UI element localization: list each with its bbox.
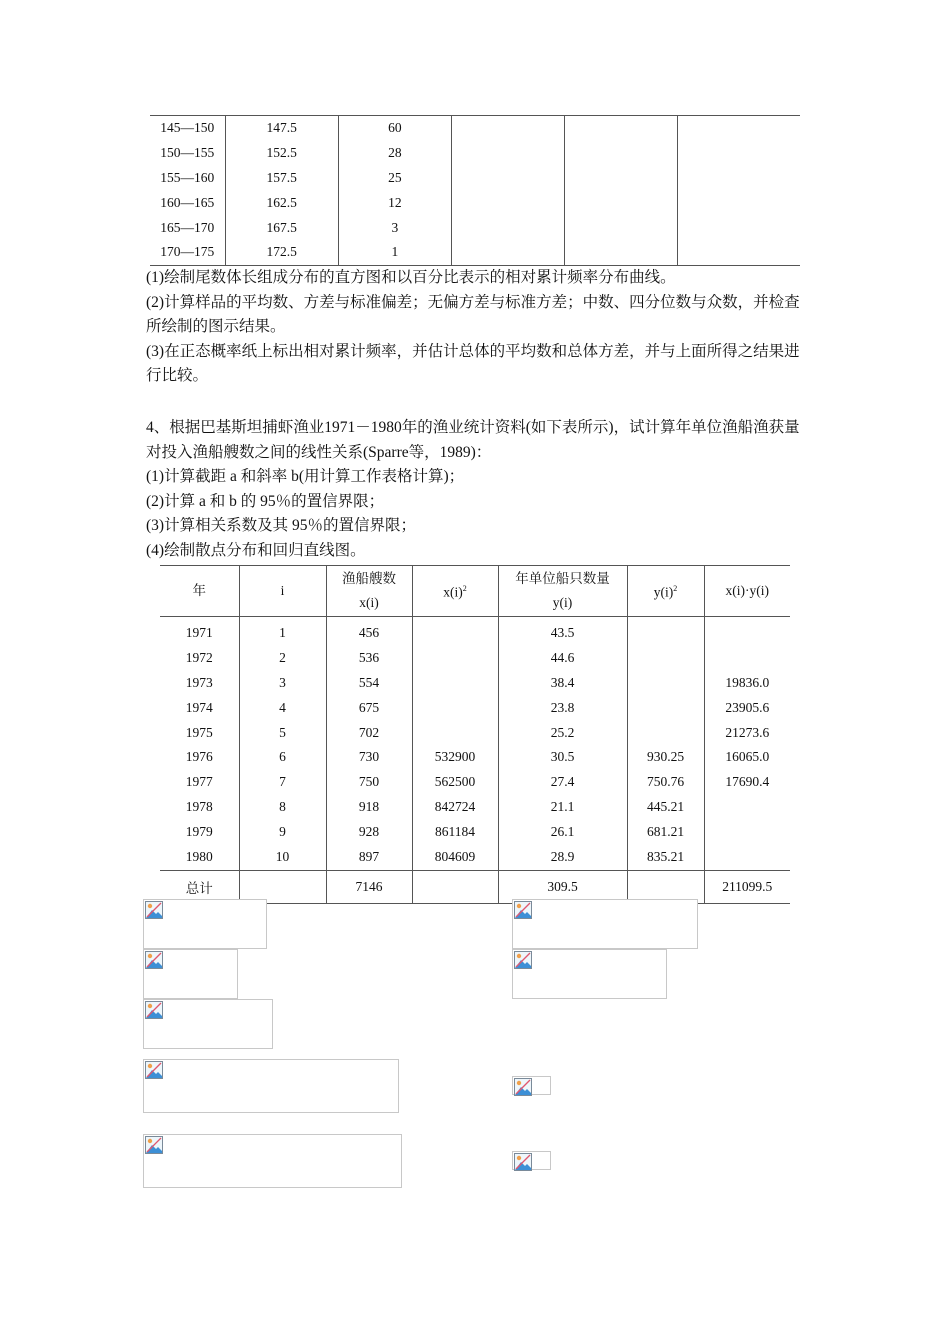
- col-y2: [627, 617, 704, 871]
- table-cell: [413, 646, 498, 671]
- header-x2-sup: 2: [462, 584, 467, 594]
- table-cell: [413, 721, 498, 746]
- range-cell: 155—160: [160, 169, 215, 185]
- total-label: 总计: [160, 870, 239, 903]
- frequency-cell: 3: [338, 215, 451, 240]
- table-cell: 19836.0: [725, 674, 770, 690]
- header-y-line1: 年单位船只数量: [515, 571, 610, 586]
- table-cell: 675: [358, 699, 380, 715]
- table-row: [150, 116, 800, 141]
- empty-cell: [451, 116, 564, 141]
- table-cell: 835.21: [646, 849, 685, 865]
- range-cell: 150—155: [160, 145, 215, 161]
- empty-cell: [678, 240, 800, 265]
- table-cell: 702: [358, 724, 380, 740]
- table-cell: 750: [358, 774, 380, 790]
- table-cell: 17690.4: [725, 774, 770, 790]
- range-cell: 160—165: [160, 194, 215, 210]
- table-cell: 456: [358, 625, 380, 640]
- table-cell: 30.5: [550, 749, 575, 765]
- table-cell: [628, 721, 704, 746]
- midpoint-cell: 157.5: [225, 166, 338, 191]
- table-cell: 16065.0: [725, 749, 770, 765]
- header-y2-sup: 2: [673, 584, 678, 594]
- table-cell: 27.4: [550, 774, 575, 790]
- table-cell: 897: [358, 849, 380, 865]
- header-x2: [412, 566, 498, 617]
- table-cell: 1975: [185, 724, 213, 740]
- broken-image-icon: [145, 1061, 163, 1079]
- q3-item-2: (2)计算样品的平均数、方差与标准偏差；无偏方差与标准方差；中数、四分位数与众数，并检查所绘制的图示结果。: [146, 293, 800, 335]
- table-cell: 1974: [185, 699, 213, 715]
- table-cell: 10: [275, 849, 290, 865]
- header-y: [498, 566, 627, 617]
- empty-cell: [451, 166, 564, 191]
- broken-image-icon: [145, 901, 163, 919]
- table-cell: 44.6: [550, 649, 575, 665]
- table-cell: 4: [279, 699, 286, 715]
- table-cell: 2: [279, 649, 286, 665]
- range-cell: 170—175: [160, 244, 215, 260]
- range-cell: 165—170: [160, 219, 215, 235]
- table-cell: 562500: [434, 774, 476, 790]
- empty-cell: [678, 141, 800, 166]
- table-cell: 445.21: [646, 799, 685, 815]
- table-cell: 6: [279, 749, 286, 765]
- header-y2: [627, 566, 704, 617]
- table-cell: 1976: [185, 749, 213, 765]
- frequency-cell: 28: [338, 141, 451, 166]
- table-cell: 930.25: [646, 749, 685, 765]
- frequency-cell: 25: [338, 166, 451, 191]
- broken-image-icon: [145, 951, 163, 969]
- p4-item-3: (3)计算相关系数及其 95％的置信界限；: [146, 517, 416, 534]
- empty-cell: [678, 215, 800, 240]
- table-cell: 28.9: [550, 849, 575, 865]
- table-cell: 21273.6: [725, 724, 770, 740]
- empty-cell: [564, 166, 677, 191]
- table-cell: [705, 646, 791, 671]
- image-placeholder: [143, 1059, 399, 1113]
- image-placeholder: [143, 999, 273, 1049]
- col-x: [326, 617, 412, 871]
- broken-image-icon: [514, 901, 532, 919]
- empty-cell: [564, 215, 677, 240]
- table-cell: 554: [358, 674, 380, 690]
- header-y-line2: y(i): [552, 595, 573, 610]
- empty-cell: [678, 116, 800, 141]
- table-cell: 26.1: [550, 824, 575, 840]
- table-cell: 1971: [185, 625, 213, 640]
- image-placeholder: [143, 949, 238, 999]
- broken-image-icon: [514, 1153, 532, 1171]
- empty-cell: [564, 190, 677, 215]
- midpoint-cell: 172.5: [225, 240, 338, 265]
- empty-cell: [564, 240, 677, 265]
- col-xy: [704, 617, 790, 871]
- problem4-intro: 4、根据巴基斯坦捕虾渔业1971－1980年的渔业统计资料(如下表所示)，试计算年单位渔船渔获量对投入渔船艘数之间的线性关系(Sparre等，1989)：: [146, 419, 800, 461]
- table-cell: [628, 671, 704, 696]
- col-year: [160, 617, 239, 871]
- p4-item-4: (4)绘制散点分布和回归直线图。: [146, 541, 366, 559]
- table-cell: 681.21: [646, 824, 685, 840]
- header-xy: x(i)·y(i): [704, 566, 790, 617]
- p4-item-2: (2)计算 a 和 b 的 95％的置信界限；: [146, 492, 385, 510]
- broken-image-icon: [514, 1078, 532, 1096]
- table-row: [150, 240, 800, 265]
- broken-image-icon: [145, 1001, 163, 1019]
- problem4: [146, 416, 810, 563]
- table-cell: 3: [279, 674, 286, 690]
- total-y: 309.5: [498, 870, 627, 903]
- total-xy: 211099.5: [704, 870, 790, 903]
- col-y: [498, 617, 627, 871]
- table-row: [150, 141, 800, 166]
- empty-cell: [451, 141, 564, 166]
- table-row: [150, 190, 800, 215]
- range-cell: 145—150: [160, 120, 215, 136]
- table-cell: 804609: [434, 849, 476, 865]
- table-cell: 7: [279, 774, 286, 790]
- image-placeholder: [512, 949, 667, 999]
- table-row: [150, 166, 800, 191]
- midpoint-cell: 147.5: [225, 116, 338, 141]
- header-x-line1: 渔船艘数: [342, 571, 396, 586]
- table-cell: 25.2: [550, 724, 575, 740]
- table-cell: [413, 696, 498, 721]
- col-x2: [412, 617, 498, 871]
- empty-cell: [564, 141, 677, 166]
- table-cell: [628, 646, 704, 671]
- table-cell: 23905.6: [725, 699, 770, 715]
- table-cell: [413, 621, 498, 646]
- image-placeholder: [512, 1151, 551, 1170]
- fishery-statistics-table: [160, 565, 790, 904]
- empty-cell: [678, 190, 800, 215]
- frequency-cell: 60: [338, 116, 451, 141]
- table-cell: [705, 795, 791, 820]
- frequency-cell: 12: [338, 190, 451, 215]
- empty-cell: [451, 240, 564, 265]
- table-cell: 536: [358, 649, 380, 665]
- table-cell: 5: [279, 724, 286, 740]
- image-placeholder: [143, 1134, 402, 1188]
- table-cell: 1977: [185, 774, 213, 790]
- header-x-line2: x(i): [359, 595, 379, 610]
- table-cell: 9: [279, 824, 286, 840]
- q3-item-3: (3)在正态概率纸上标出相对累计频率，并估计总体的平均数和总体方差，并与上面所得之结果进行比较。: [146, 342, 800, 384]
- empty-cell: [564, 116, 677, 141]
- broken-image-icon: [514, 951, 532, 969]
- q3-item-1: (1)绘制尾数体长组成分布的直方图和以百分比表示的相对累计频率分布曲线。: [146, 269, 676, 286]
- table-cell: 532900: [434, 749, 476, 765]
- table-cell: 21.1: [550, 799, 575, 815]
- header-y2-base: y(i): [653, 584, 674, 600]
- image-placeholder: [512, 899, 698, 949]
- total-x: 7146: [326, 870, 412, 903]
- header-x2-base: x(i): [443, 584, 463, 600]
- table-row: [150, 215, 800, 240]
- header-x: [326, 566, 412, 617]
- total-x2: [412, 870, 498, 903]
- table-cell: 842724: [434, 799, 476, 815]
- table-cell: [705, 621, 791, 646]
- image-placeholder: [143, 899, 267, 949]
- table-cell: 861184: [435, 824, 475, 840]
- frequency-table: [150, 115, 800, 266]
- table-cell: 23.8: [550, 699, 575, 715]
- table-cell: 8: [279, 799, 286, 815]
- table-cell: [628, 696, 704, 721]
- table-cell: 1979: [185, 824, 213, 840]
- midpoint-cell: 167.5: [225, 215, 338, 240]
- table-cell: 43.5: [550, 625, 575, 640]
- midpoint-cell: 162.5: [225, 190, 338, 215]
- table-cell: [705, 820, 791, 845]
- table-cell: 928: [358, 824, 380, 840]
- table-cell: [705, 845, 791, 870]
- table-cell: 38.4: [550, 674, 575, 690]
- table-cell: [628, 621, 704, 646]
- table-cell: 1980: [185, 849, 213, 865]
- empty-cell: [451, 190, 564, 215]
- p4-item-1: (1)计算截距 a 和斜率 b(用计算工作表格计算)；: [146, 468, 465, 485]
- frequency-cell: 1: [338, 240, 451, 265]
- table-cell: 1978: [185, 799, 213, 815]
- empty-cell: [451, 215, 564, 240]
- col-i: [239, 617, 326, 871]
- table-cell: 1972: [185, 649, 213, 665]
- empty-cell: [678, 166, 800, 191]
- table-cell: 918: [358, 799, 380, 815]
- broken-image-icon: [145, 1136, 163, 1154]
- midpoint-cell: 152.5: [225, 141, 338, 166]
- header-year: 年: [160, 566, 239, 617]
- image-placeholder: [512, 1076, 551, 1095]
- table-cell: [413, 671, 498, 696]
- table-cell: 1973: [185, 674, 213, 690]
- table-cell: 750.76: [646, 774, 685, 790]
- table-cell: 730: [358, 749, 380, 765]
- header-i: i: [239, 566, 326, 617]
- problem3-questions: [146, 266, 810, 389]
- table-cell: 1: [279, 625, 286, 640]
